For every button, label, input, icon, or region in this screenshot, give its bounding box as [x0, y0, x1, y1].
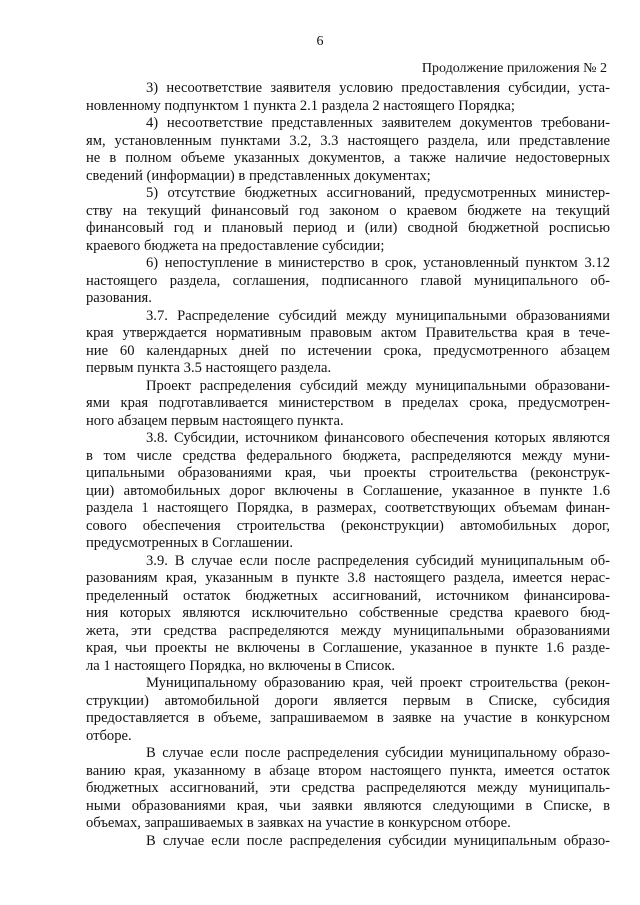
text-line: не в полном объеме указанных документов, а также наличие недостоверных: [86, 150, 610, 166]
paragraph-clause-3-9-first: [86, 675, 610, 745]
paragraph-item-3: [86, 80, 610, 115]
text-line: края, чьи проекты не включены в Соглашение, указанное в пункте 1.6 разде-: [86, 640, 610, 656]
text-line: разования.: [86, 290, 152, 306]
paragraph-clause-3-9: [86, 553, 610, 676]
text-line: ции) автомобильных дорог включены в Соглашение, указанное в пункте 1.6: [86, 482, 610, 499]
text-line: В случае если после распределения субсидии муниципальным образо-: [146, 832, 610, 849]
text-line: ния которых являются исключительно собственные средства краевого бюд-: [86, 605, 610, 621]
text-line: в том числе средства федерального бюджета, распределяются между муни-: [86, 447, 610, 464]
paragraph-clause-3-7: [86, 308, 610, 378]
text-line: 3) несоответствие заявителя условию предоставления субсидии, уста-: [146, 80, 610, 96]
text-line: Проект распределения субсидий между муниципальными образовани-: [146, 377, 610, 394]
text-line: жета, эти средства распределяются между муниципальными образованиями: [86, 622, 610, 639]
text-line: края утверждается нормативным правовым актом Правительства края в тече-: [86, 325, 610, 341]
text-line: предусмотренных в Соглашении.: [86, 535, 293, 551]
text-line: настоящего раздела, соглашения, подписанного главой муниципального об-: [86, 272, 610, 289]
text-line: Муниципальному образованию края, чей проект строительства (рекон-: [146, 675, 610, 691]
text-line: ципальными образованиями края, чьи проекты строительства (реконструк-: [86, 465, 610, 481]
text-line: В случае если после распределения субсидии муниципальному образо-: [146, 745, 610, 761]
text-line: финансовый год и плановый период и (или) сводной бюджетной росписью: [86, 220, 610, 236]
text-line: пределенный остаток бюджетных ассигнований, источником финансирова-: [86, 587, 610, 604]
text-line: струкции) автомобильной дороги является первым в Списке, субсидия: [86, 692, 610, 709]
paragraph-clause-3-8: [86, 430, 610, 553]
text-line: бюджетных ассигнований, эти средства распределяются между муниципаль-: [86, 780, 610, 796]
text-line: раздела 1 настоящего Порядка, в размерах, соответствующих объемам финан-: [86, 500, 610, 516]
paragraph-clause-3-7-draft: [86, 378, 610, 431]
text-line: ными образованиями края, чьи заявки являются следующими в Списке, в: [86, 797, 610, 814]
text-line: отборе.: [86, 727, 132, 744]
text-line: объемах, запрашиваемых в заявках на участие в конкурсном отборе.: [86, 815, 511, 831]
text-line: ями края подготавливается министерством в пределах срока, предусмотрен-: [86, 395, 610, 411]
text-line: сведений (информации) в представленных документах;: [86, 167, 431, 184]
text-line: сового обеспечения строительства (реконструкции) автомобильных дорог,: [86, 517, 610, 534]
text-line: 4) несоответствие представленных заявителем документов требовани-: [146, 115, 610, 131]
page-number: 6: [316, 34, 324, 49]
appendix-continuation-note: Продолжение приложения № 2: [421, 61, 607, 76]
text-line: первым пункта 3.5 настоящего раздела.: [86, 360, 332, 376]
text-line: ям, установленным пунктами 3.2, 3.3 настоящего раздела, или представление: [86, 132, 610, 149]
text-line: 6) непоступление в министерство в срок, установленный пунктом 3.12: [146, 255, 610, 271]
text-line: 3.9. В случае если после распределения субсидий муниципальным об-: [146, 552, 610, 569]
text-line: разованиям края, указанным в пункте 3.8 настоящего раздела, имеется нерас-: [86, 570, 610, 586]
text-line: краевого бюджета на предоставление субсидии;: [86, 237, 385, 254]
paragraph-item-4: [86, 115, 610, 185]
text-line: новленному подпунктом 1 пункта 2.1 раздела 2 настоящего Порядка;: [86, 97, 515, 114]
paragraph-clause-3-9-continued: [86, 833, 610, 851]
text-line: 3.8. Субсидии, источником финансового обеспечения которых являются: [146, 430, 610, 446]
text-line: ванию края, указанному в абзаце втором настоящего пункта, имеется остаток: [86, 762, 610, 779]
text-line: ного абзацем первым настоящего пункта.: [86, 412, 344, 429]
text-line: предоставляется в объеме, запрашиваемом в заявке на участие в конкурсном: [86, 710, 610, 726]
paragraph-item-6: [86, 255, 610, 308]
document-body: [86, 80, 610, 850]
text-line: ству на текущий финансовый год законом о краевом бюджете на текущий: [86, 202, 610, 219]
text-line: 3.7. Распределение субсидий между муниципальными образованиями: [146, 307, 610, 324]
text-line: 5) отсутствие бюджетных ассигнований, предусмотренных министер-: [146, 185, 610, 201]
paragraph-item-5: [86, 185, 610, 255]
text-line: ние 60 календарных дней по истечении срока, предусмотренного абзацем: [86, 342, 610, 359]
paragraph-clause-3-9-remainder: [86, 745, 610, 833]
text-line: ла 1 настоящего Порядка, но включены в Список.: [86, 657, 396, 674]
